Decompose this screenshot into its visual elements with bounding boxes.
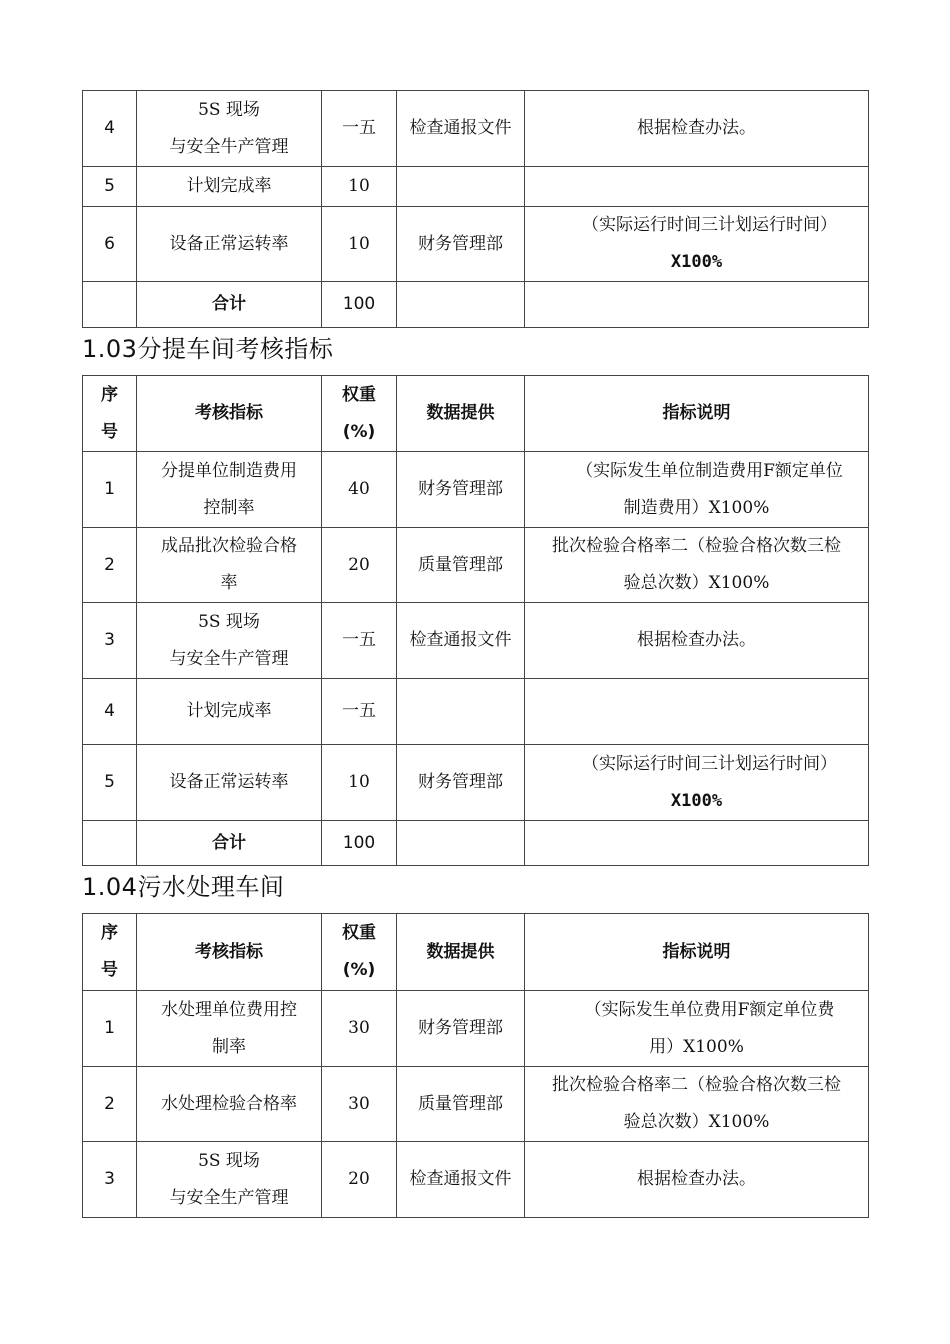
- indicator-table: [82, 913, 869, 1218]
- description-cell: 根据检查办法。: [525, 603, 869, 679]
- header-source: 数据提供: [397, 914, 525, 991]
- weight-cell: 一五: [322, 679, 397, 745]
- row-number: 3: [83, 1142, 137, 1218]
- indicator-line: 5S 现场: [198, 1150, 260, 1171]
- description-line: 用）X100%: [649, 1036, 744, 1057]
- table-header-row: [83, 914, 869, 991]
- row-number: 4: [83, 679, 137, 745]
- description-line: 批次检验合格率二（检验合格次数三检: [552, 536, 841, 556]
- description-line: （实际运行时间三计划运行时间）: [582, 753, 837, 774]
- weight-cell: 10: [322, 745, 397, 821]
- description-cell: 根据检查办法。: [525, 91, 869, 167]
- source-cell: [397, 679, 525, 745]
- table-header-row: [83, 376, 869, 452]
- table-row: [83, 991, 869, 1067]
- header-description: 指标说明: [525, 914, 869, 991]
- table-row: [83, 167, 869, 207]
- table-row: [83, 91, 869, 167]
- row-number: 2: [83, 1067, 137, 1142]
- indicator-line: 分提单位制造费用: [161, 460, 297, 481]
- header-line: 序: [101, 923, 118, 943]
- section-title: 1.04污水处理车间: [82, 873, 285, 901]
- section-title: 1.03分提车间考核指标: [82, 335, 334, 363]
- description-line: （实际运行时间三计划运行时间）: [582, 215, 837, 235]
- description-line: 批次检验合格率二（检验合格次数三检: [552, 1075, 841, 1095]
- description-line: X100%: [670, 252, 723, 272]
- source-cell: 质量管理部: [397, 1067, 525, 1142]
- description-cell: [525, 991, 869, 1067]
- total-label: 合计: [137, 282, 322, 328]
- table-row: [83, 679, 869, 745]
- indicator-cell: 设备正常运转率: [137, 207, 322, 282]
- source-cell: 检查通报文件: [397, 603, 525, 679]
- indicator-line: 控制率: [203, 497, 255, 518]
- table-row: [83, 745, 869, 821]
- indicator-line: 与安全生产管理: [169, 1187, 289, 1208]
- description-line: （实际发生单位费用F额定单位费: [584, 999, 835, 1020]
- indicator-cell: 设备正常运转率: [137, 745, 322, 821]
- header-line: (%): [342, 421, 376, 442]
- description-cell: [525, 821, 869, 866]
- row-number: 4: [83, 91, 137, 167]
- indicator-line: 率: [220, 573, 238, 593]
- weight-cell: 10: [322, 207, 397, 282]
- header-number: [83, 376, 137, 452]
- indicator-line: 与安全牛产管理: [169, 136, 289, 157]
- row-number: 1: [83, 452, 137, 528]
- row-number: [83, 282, 137, 328]
- weight-cell: 30: [322, 1067, 397, 1142]
- row-number: 5: [83, 167, 137, 207]
- source-cell: 财务管理部: [397, 745, 525, 821]
- source-cell: 财务管理部: [397, 207, 525, 282]
- weight-cell: 20: [322, 528, 397, 603]
- indicator-cell: [137, 991, 322, 1067]
- total-weight: 100: [322, 821, 397, 866]
- indicator-line: 制率: [212, 1036, 246, 1057]
- source-cell: 财务管理部: [397, 452, 525, 528]
- header-line: (%): [342, 960, 376, 980]
- description-line: 制造费用）X100%: [623, 497, 770, 518]
- description-cell: 根据检查办法。: [525, 1142, 869, 1218]
- row-number: [83, 821, 137, 866]
- source-cell: [397, 821, 525, 866]
- row-number: 2: [83, 528, 137, 603]
- description-cell: [525, 452, 869, 528]
- description-line: 验总次数）X100%: [623, 573, 770, 593]
- source-cell: 检查通报文件: [397, 91, 525, 167]
- header-source: 数据提供: [397, 376, 525, 452]
- header-weight: [322, 376, 397, 452]
- description-cell: [525, 745, 869, 821]
- header-line: 序: [101, 384, 118, 405]
- weight-cell: 40: [322, 452, 397, 528]
- indicator-cell: 计划完成率: [137, 679, 322, 745]
- indicator-line: 5S 现场: [198, 611, 260, 632]
- indicator-cell: 水处理检验合格率: [137, 1067, 322, 1142]
- total-row: [83, 282, 869, 328]
- description-line: （实际发生单位制造费用F额定单位: [576, 460, 843, 481]
- table-row: [83, 452, 869, 528]
- indicator-line: 成品批次检验合格: [161, 536, 297, 556]
- description-cell: [525, 679, 869, 745]
- table-row: [83, 1067, 869, 1142]
- source-cell: [397, 282, 525, 328]
- indicator-line: 5S 现场: [198, 99, 260, 120]
- indicator-cell: [137, 528, 322, 603]
- weight-cell: 10: [322, 167, 397, 207]
- weight-cell: 20: [322, 1142, 397, 1218]
- table-row: [83, 207, 869, 282]
- indicator-cell: 计划完成率: [137, 167, 322, 207]
- total-weight: 100: [322, 282, 397, 328]
- row-number: 3: [83, 603, 137, 679]
- table-row: [83, 1142, 869, 1218]
- header-line: 号: [101, 421, 118, 442]
- weight-cell: 一五: [322, 603, 397, 679]
- description-cell: [525, 1067, 869, 1142]
- table-continued: [82, 90, 869, 328]
- source-cell: 检查通报文件: [397, 1142, 525, 1218]
- header-indicator: 考核指标: [137, 914, 322, 991]
- description-cell: [525, 167, 869, 207]
- weight-cell: 30: [322, 991, 397, 1067]
- weight-cell: 一五: [322, 91, 397, 167]
- header-indicator: 考核指标: [137, 376, 322, 452]
- source-cell: 财务管理部: [397, 991, 525, 1067]
- row-number: 6: [83, 207, 137, 282]
- row-number: 1: [83, 991, 137, 1067]
- header-line: 权重: [342, 384, 376, 405]
- indicator-line: 水处理单位费用控: [161, 999, 297, 1020]
- indicator-cell: [137, 91, 322, 167]
- indicator-line: 与安全牛产管理: [169, 648, 289, 669]
- table-row: [83, 528, 869, 603]
- description-cell: [525, 282, 869, 328]
- header-description: 指标说明: [525, 376, 869, 452]
- total-label: 合计: [137, 821, 322, 866]
- indicator-cell: [137, 452, 322, 528]
- indicator-cell: [137, 1142, 322, 1218]
- source-cell: 质量管理部: [397, 528, 525, 603]
- indicator-table: [82, 375, 869, 866]
- source-cell: [397, 167, 525, 207]
- header-line: 权重: [342, 923, 376, 943]
- header-line: 号: [101, 960, 118, 980]
- table-row: [83, 603, 869, 679]
- header-weight: [322, 914, 397, 991]
- header-number: [83, 914, 137, 991]
- description-cell: [525, 207, 869, 282]
- description-line: 验总次数）X100%: [623, 1112, 770, 1132]
- total-row: [83, 821, 869, 866]
- description-cell: [525, 528, 869, 603]
- row-number: 5: [83, 745, 137, 821]
- indicator-cell: [137, 603, 322, 679]
- description-line: X100%: [670, 790, 723, 811]
